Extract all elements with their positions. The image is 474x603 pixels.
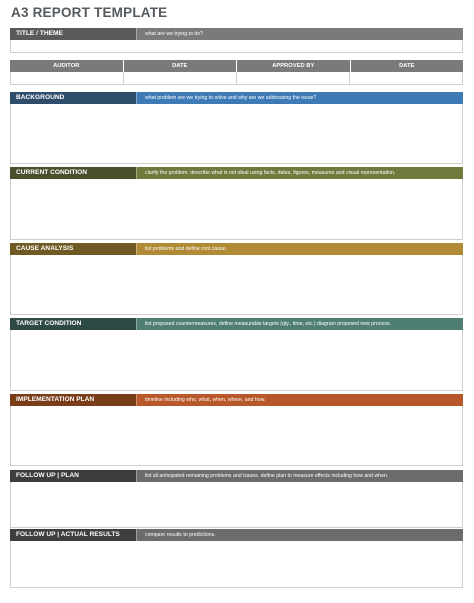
follow-up-plan-bar <box>10 470 463 482</box>
date-header: DATE <box>123 60 237 72</box>
approval-date-header: DATE <box>350 60 464 72</box>
follow-up-plan-description: list all anticipated remaining problems and issues. define plan to measure effects including how and when. <box>136 470 463 482</box>
auditor-field[interactable] <box>11 72 123 84</box>
cause-analysis-bar <box>10 243 463 255</box>
background-description: what problem are we trying to solve and why are we addressing the issue? <box>136 92 463 104</box>
approved-by-field[interactable] <box>236 72 349 84</box>
implementation-plan-description: timeline including who, what, when, where, and how. <box>136 394 463 406</box>
cause-analysis-description: list problems and define root cause. <box>136 243 463 255</box>
background-field[interactable] <box>10 104 463 164</box>
target-condition-field[interactable] <box>10 330 463 391</box>
title-theme-description: what are we trying to do? <box>136 28 463 40</box>
current-condition-label: CURRENT CONDITION <box>10 167 136 179</box>
background-bar <box>10 92 463 104</box>
date-field[interactable] <box>123 72 236 84</box>
target-condition-bar <box>10 318 463 330</box>
current-condition-bar <box>10 167 463 179</box>
meta-header-row <box>10 60 463 72</box>
current-condition-field[interactable] <box>10 179 463 240</box>
meta-value-row <box>10 72 463 85</box>
follow-up-results-label: FOLLOW UP | ACTUAL RESULTS <box>10 529 136 541</box>
page-title: A3 REPORT TEMPLATE <box>11 5 168 20</box>
implementation-plan-label: IMPLEMENTATION PLAN <box>10 394 136 406</box>
follow-up-results-field[interactable] <box>10 541 463 588</box>
follow-up-plan-field[interactable] <box>10 482 463 528</box>
follow-up-plan-label: FOLLOW UP | PLAN <box>10 470 136 482</box>
target-condition-label: TARGET CONDITION <box>10 318 136 330</box>
auditor-header: AUDITOR <box>53 63 80 69</box>
follow-up-results-bar <box>10 529 463 541</box>
target-condition-description: list proposed countermeasures, define measurable targets (qty., time, etc.) diagram proposed new process. <box>136 318 463 330</box>
cause-analysis-label: CAUSE ANALYSIS <box>10 243 136 255</box>
title-theme-field[interactable] <box>10 40 463 53</box>
implementation-plan-bar <box>10 394 463 406</box>
background-label: BACKGROUND <box>10 92 136 104</box>
follow-up-results-description: compare results to predictions. <box>136 529 463 541</box>
title-theme-label: TITLE / THEME <box>10 28 136 40</box>
current-condition-description: clarify the problem. describe what is not ideal using facts, dates, figures, measures and visual representation. <box>136 167 463 179</box>
approval-date-field[interactable] <box>349 72 462 84</box>
implementation-plan-field[interactable] <box>10 406 463 466</box>
cause-analysis-field[interactable] <box>10 255 463 315</box>
approved-by-header: APPROVED BY <box>236 60 350 72</box>
title-theme-bar <box>10 28 463 40</box>
